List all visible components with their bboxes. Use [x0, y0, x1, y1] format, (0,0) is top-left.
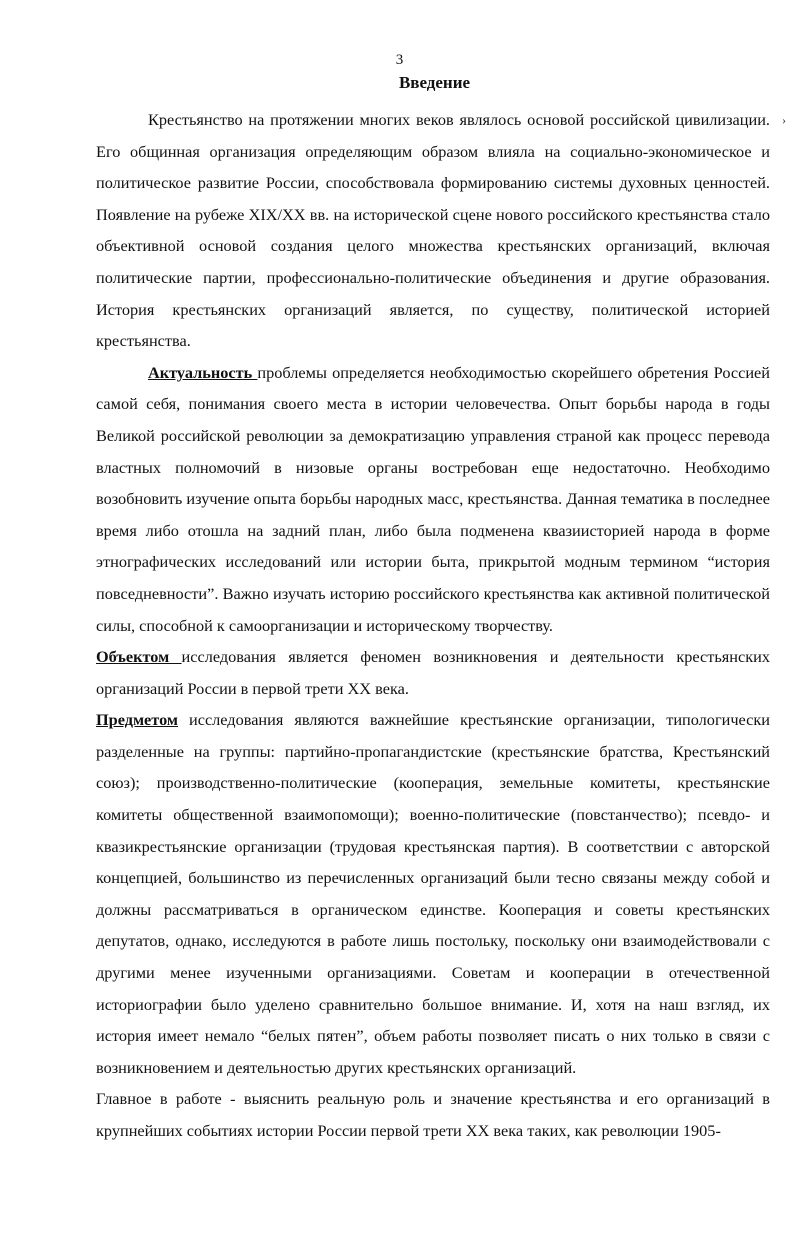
subject-text: исследования являются важнейшие крестьянские организации, типологически разделенные на группы: партийно-пропагандистские (крестьянские братства, Крестьянский союз); производственно-политические (кооперация, земельные комитеты, крестьянские комитеты общественной взаимопомощи); военно-политические (повстанчество); псевдо- и квазикрестьянские организации (трудовая крестьянская партия). В соответствии с авторской концепцией, большинство из перечисленных организаций были тесно связаны между собой и должны рассматриваться в органическом единстве. Кооперация и советы крестьянских депутатов, однако, исследуются в работе лишь постольку, поскольку они взаимодействовали с другими менее изученными организациями. Советам и кооперации в отечественной историографии было уделено сравнительно большое внимание. И, хотя на наш взгляд, их история имеет немало “белых пятен”, объем работы позволяет писать о них только в связи с возникновением и деятельностью других крестьянских организаций. — [96, 710, 770, 1077]
object-text: исследования является феномен возникновения и деятельности крестьянских организаций России в первой трети XX века. — [96, 647, 770, 698]
paragraph-relevance — [96, 357, 770, 641]
term-subject: Предметом — [96, 710, 178, 730]
relevance-text: проблемы определяется необходимостью скорейшего обретения Россией самой себя, понимания своего места в истории человечества. Опыт борьбы народа в годы Великой российской революции за демократизацию управления страной как процесс перевода властных полномочий в низовые органы востребован еще недостаточно. Необходимо возобновить изучение опыта борьбы народных масс, крестьянства. Данная тематика в последнее время либо отошла на задний план, либо была подменена квазиисторией народа в форме этнографических исследований или истории быта, прикрытой модным термином “история повседневности”. Важно изучать историю российского крестьянства как активной политической силы, способной к самоорганизации и историческому творчеству. — [96, 362, 770, 635]
paragraph-main-goal: Главное в работе - выяснить реальную роль и значение крестьянства и его организаций в крупнейших событиях истории России первой трети XX века таких, как революции 1905- — [96, 1089, 770, 1140]
term-object: Объектом — [96, 647, 182, 667]
section-title: Введение — [398, 73, 471, 92]
paragraph-intro: Крестьянство на протяжении многих веков являлось основой российской цивилизации. Его общинная организация определяющим образом влияла на социально-экономическое и политическое развитие России, способствовала формированию системы духовных ценностей. Появление на рубеже XIX/XX вв. на исторической сцене нового российского крестьянства стало объективной основой создания целого множества крестьянских организаций, включая политические партии, профессионально-политические объединения и другие образования. История крестьянских организаций является, по существу, политической историей крестьянства. — [96, 110, 770, 351]
paragraph-object — [96, 641, 770, 704]
page-number: 3 — [395, 52, 404, 68]
margin-mark: › — [782, 113, 786, 127]
body-text — [96, 104, 770, 1147]
term-relevance: Актуальность — [148, 362, 258, 382]
paragraph-subject — [96, 704, 770, 1083]
